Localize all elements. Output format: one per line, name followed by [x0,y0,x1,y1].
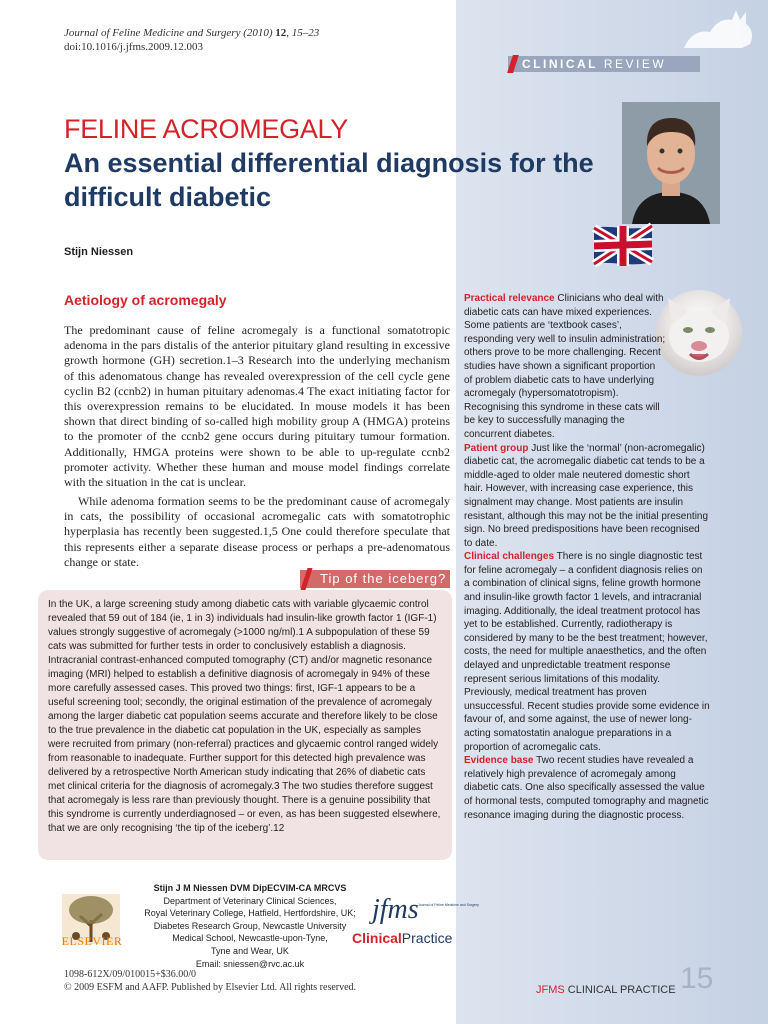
challenges-text: There is no single diagnostic test for feline acromegaly – a confident diagnosis relies on a combination of clinical signs, feline growth hormone and insulin-like growth factor 1 levels, and intracranial imaging. Additionally, the ideal treatment protocol has yet to be established. Currently, radiotherapy is considered by many to be the best treatment; however, costs, the need for multiple anaesthetics, and the often delayed and unpredictable treatment response represent serious limitations of this modality. Previously, medical treatment has proven unsuccessful. Recent studies provide some evidence in favour of, and some against, the use of newer long-acting somatostatin analogue preparations in a proportion of acromegalic cats. [464,551,710,753]
relevance-label: Practical relevance [464,293,555,304]
section-heading: Aetiology of acromegaly [64,292,227,308]
copyright: © 2009 ESFM and AAFP. Published by Elsevier Ltd. All rights reserved. [64,982,357,993]
affiliation-line: Tyne and Wear, UK [211,945,289,956]
evidence-paragraph [464,754,710,822]
affiliation-line: Diabetes Research Group, Newcastle University [153,920,347,931]
section-label: CLINICAL REVIEW [522,57,667,71]
challenges-label: Clinical challenges [464,551,555,563]
affiliation-name: Stijn J M Niessen DVM DipECVIM-CA MRCVS [153,883,347,893]
jfms-logo-text: jfms [372,894,419,925]
challenges-paragraph [464,550,710,754]
affiliation-line: Royal Veterinary College, Hatfield, Hertfordshire, UK; [144,908,356,919]
page-number: 15 [680,962,714,995]
issn: 1098-612X/09/010015+$36.00/0 [64,969,197,980]
footer-journal-name: JFMS CLINICAL PRACTICE [536,984,676,996]
journal-citation: Journal of Feline Medicine and Surgery (2010) 12, 15–23 [64,27,320,39]
elsevier-wordmark: ELSEVIER [61,934,123,948]
author-name: Stijn Niessen [64,246,134,258]
body-paragraph-1: The predominant cause of feline acromegaly is a functional somatotropic adenoma in the pars distalis of the anterior pituitary gland resulting in excessive growth hormone (GH) secretion.1–3 Research into the underlying mechanism of this adenomatous change has revealed overexpression of the cell cycle gene cyclin B2 (ccnb2) in human pituitary adenomas.4 The exact initiating factor for this overexpression remains to be elucidated. In mouse models it has been shown that direct binding of so-called high mobility group A (HMGA) proteins to the promoter of the ccnb2 gene occurs during pituitary tumour formation. Additionally, HMGA proteins were shown to be able to up-regulate ccnb2 promoter activity. Whether these human and mouse model findings correlate with the situation in the cat is unclear. [64,323,450,490]
affiliation-line: Medical School, Newcastle-upon-Tyne, [172,933,328,944]
copyright-footer [64,968,356,994]
uk-flag-icon [590,222,656,268]
clinical-practice-logo: ClinicalPractice [352,930,453,946]
key-points-sidebar [464,292,710,822]
doi: doi:10.1016/j.jfms.2009.12.003 [64,41,204,53]
evidence-label: Evidence base [464,755,534,767]
relevance-paragraph [464,292,710,442]
patient-label: Patient group [464,442,529,454]
tip-box: In the UK, a large screening study among diabetic cats with variable glycaemic control revealed that 59 out of 184 (ie, 1 in 3) individuals had insulin-like growth factor 1 (IGF-1) values strongly suggestive of acromegaly (>1000 ng/ml).1 A subpopulation of these 59 cats was submitted for further tests in order to conclusively establish a diagnosis. Intracranial contrast-enhanced computed tomography (CT) and/or magnetic resonance imaging (MRI) helped to establish a definitive diagnosis of acromegaly in 94% of these more carefully assessed cases. This proved two things: first, IGF-1 appears to be a useful screening tool; secondly, the original estimation of the prevalence of acromegaly among the larger diabetic cat population seems accurate and therefore likely to be close to the true prevalence in the diabetic cat population in the UK, especially as samples were recruited from primary (non-referral) practices and glycaemic control ranged widely from reasonable to inadequate. Further support for this detected high prevalence was delivered by a retrospective North American study indicating that 26% of diabetic cats met clinical criteria for the diagnosis of acromegaly.3 The two studies therefore suggest that acromegaly is less rare than previously thought. There is a genuine possibility that this syndrome is currently underdiagnosed – or even, as has been suggested elsewhere, that we are only recognising ‘the tip of the iceberg’.12 [38,590,452,860]
body-paragraph-2: While adenoma formation seems to be the predominant cause of acromegaly in cats, the possibility of occasional acromegalic cats with somatotrophic hyperplasia has recently been suggested.1,5 One could therefore speculate that this represents either a separate disease process or perhaps a pre-adenomatous change or state. [64,494,450,569]
author-photo [622,102,720,224]
article-subtitle: An essential differential diagnosis for the difficult diabetic [64,148,594,212]
evidence-text: Two recent studies have revealed a relatively high prevalence of acromegaly among diabetic cats. One also specifically assessed the value of hormonal tests, computed tomography and magnetic resonance imaging during the diagnostic process. [464,755,709,821]
jfms-logo-subtext: Journal of Feline Medicine and Surgery [418,903,479,907]
patient-text: Just like the ‘normal’ (non-acromegalic) diabetic cat, the acromegalic diabetic cat tends to be a middle-aged to older male neutered domestic short hair. However, with increasing case experience, this signalment may change. Most patients are insulin resistant, although this may not be the initial presenting sign. No breed predispositions have been recognised to date. [464,442,709,549]
article-title: FELINE ACROMEGALY [64,114,348,144]
cat-silhouette-icon [680,4,762,50]
author-affiliation [132,882,368,970]
affiliation-email: Email: sniessen@rvc.ac.uk [195,958,305,969]
relevance-text: Clinicians who deal with diabetic cats can have mixed experiences. Some patients are ‘textbook cases’, responding very well to insulin administration; others prove to be more challenging. Recent studies have shown a significant proportion of problem diabetic cats to have underlying acromegaly (hypersomatotropism). Recognising this syndrome in these cats will be key to successfully managing the concurrent diabetes. [464,293,666,440]
tip-heading: Tip of the iceberg? [320,571,447,586]
patient-paragraph [464,442,710,551]
affiliation-line: Department of Veterinary Clinical Sciences, [163,895,337,906]
